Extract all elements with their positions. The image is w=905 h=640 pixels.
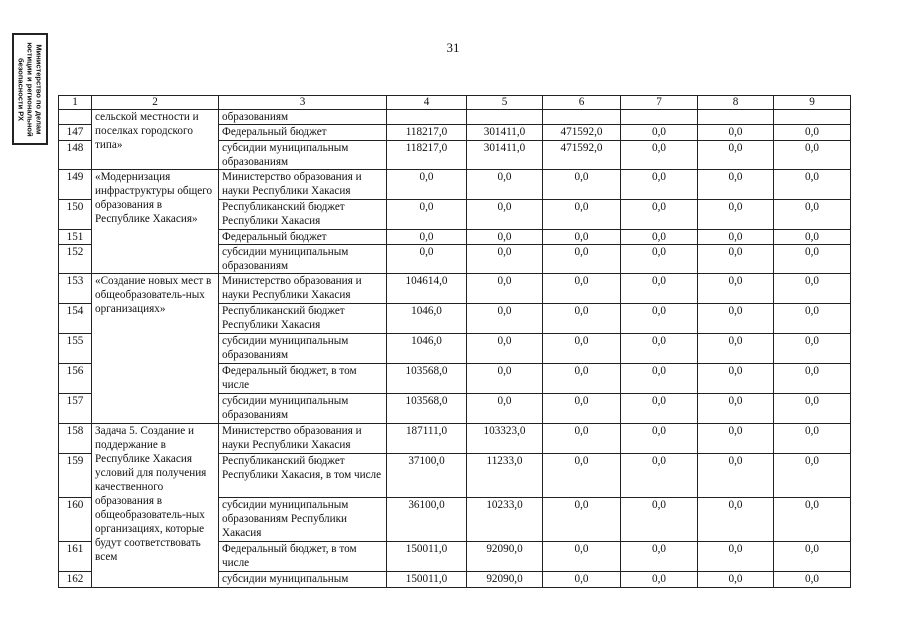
value-cell: 10233,0: [467, 498, 543, 542]
value-cell: 187111,0: [387, 424, 467, 454]
value-cell: 0,0: [543, 572, 621, 588]
value-cell: 0,0: [774, 304, 851, 334]
value-cell: 103323,0: [467, 424, 543, 454]
value-cell: 0,0: [621, 304, 698, 334]
value-cell: 0,0: [621, 170, 698, 200]
value-cell: 150011,0: [387, 542, 467, 572]
value-cell: 0,0: [774, 542, 851, 572]
table-row: [59, 274, 851, 304]
value-cell: 0,0: [543, 454, 621, 498]
row-number: 150: [59, 200, 92, 230]
funding-source: Республиканский бюджет Республики Хакасия: [219, 200, 387, 230]
funding-source: Министерство образования и науки Республики Хакасия: [219, 170, 387, 200]
value-cell: 0,0: [698, 304, 774, 334]
value-cell: 0,0: [467, 245, 543, 274]
value-cell: 0,0: [543, 274, 621, 304]
row-number: 148: [59, 141, 92, 170]
value-cell: 1046,0: [387, 334, 467, 364]
value-cell: 0,0: [467, 230, 543, 245]
header-cell: 1: [59, 96, 92, 110]
value-cell: 0,0: [698, 200, 774, 230]
value-cell: [621, 110, 698, 125]
table-row: [59, 170, 851, 200]
value-cell: 0,0: [774, 424, 851, 454]
value-cell: 0,0: [467, 364, 543, 394]
value-cell: 0,0: [698, 394, 774, 424]
value-cell: 0,0: [543, 334, 621, 364]
value-cell: 0,0: [698, 274, 774, 304]
value-cell: 0,0: [621, 245, 698, 274]
funding-source: Министерство образования и науки Республики Хакасия: [219, 274, 387, 304]
funding-source: Министерство образования и науки Республики Хакасия: [219, 424, 387, 454]
value-cell: 0,0: [467, 170, 543, 200]
row-number: 158: [59, 424, 92, 454]
row-number: 151: [59, 230, 92, 245]
value-cell: 0,0: [621, 364, 698, 394]
value-cell: 118217,0: [387, 141, 467, 170]
value-cell: 0,0: [698, 424, 774, 454]
value-cell: 150011,0: [387, 572, 467, 588]
value-cell: 0,0: [621, 141, 698, 170]
value-cell: 0,0: [467, 394, 543, 424]
measure-name: «Создание новых мест в общеобразователь-ных организациях»: [92, 274, 219, 424]
stamp-line: юстиции и региональной: [25, 41, 35, 137]
ministry-stamp: [12, 33, 48, 145]
value-cell: [543, 110, 621, 125]
row-number: [59, 110, 92, 125]
header-cell: 4: [387, 96, 467, 110]
value-cell: 0,0: [543, 394, 621, 424]
row-number: 161: [59, 542, 92, 572]
funding-source: субсидии муниципальным образованиям: [219, 141, 387, 170]
page-number: 31: [446, 40, 460, 55]
value-cell: 0,0: [698, 542, 774, 572]
value-cell: 0,0: [467, 334, 543, 364]
value-cell: 92090,0: [467, 542, 543, 572]
budget-table: [58, 95, 851, 588]
value-cell: 0,0: [698, 454, 774, 498]
value-cell: 0,0: [543, 200, 621, 230]
value-cell: 0,0: [698, 498, 774, 542]
value-cell: 0,0: [467, 274, 543, 304]
value-cell: 0,0: [774, 200, 851, 230]
value-cell: 0,0: [621, 274, 698, 304]
funding-source: Республиканский бюджет Республики Хакасия, в том числе: [219, 454, 387, 498]
value-cell: 0,0: [621, 125, 698, 141]
value-cell: 0,0: [387, 170, 467, 200]
header-cell: 6: [543, 96, 621, 110]
value-cell: 103568,0: [387, 394, 467, 424]
value-cell: 0,0: [774, 170, 851, 200]
row-number: 157: [59, 394, 92, 424]
value-cell: [698, 110, 774, 125]
funding-source: Федеральный бюджет: [219, 125, 387, 141]
value-cell: 0,0: [774, 125, 851, 141]
value-cell: 0,0: [543, 245, 621, 274]
row-number: 156: [59, 364, 92, 394]
value-cell: 0,0: [543, 542, 621, 572]
header-cell: 2: [92, 96, 219, 110]
value-cell: 36100,0: [387, 498, 467, 542]
row-number: 162: [59, 572, 92, 588]
value-cell: 0,0: [387, 200, 467, 230]
funding-source: Республиканский бюджет Республики Хакасия: [219, 304, 387, 334]
value-cell: 0,0: [698, 141, 774, 170]
value-cell: 0,0: [698, 230, 774, 245]
value-cell: 0,0: [543, 304, 621, 334]
funding-source: Федеральный бюджет: [219, 230, 387, 245]
row-number: 155: [59, 334, 92, 364]
stamp-line: безопасности РХ: [16, 57, 26, 121]
value-cell: 0,0: [774, 274, 851, 304]
value-cell: 0,0: [774, 245, 851, 274]
funding-source: субсидии муниципальным образованиям: [219, 245, 387, 274]
value-cell: 0,0: [467, 200, 543, 230]
value-cell: 471592,0: [543, 141, 621, 170]
value-cell: 0,0: [467, 304, 543, 334]
funding-source: образованиям: [219, 110, 387, 125]
value-cell: 0,0: [621, 572, 698, 588]
value-cell: 0,0: [774, 394, 851, 424]
value-cell: 92090,0: [467, 572, 543, 588]
value-cell: 0,0: [621, 454, 698, 498]
stamp-line: Министерство по делам: [34, 43, 44, 135]
value-cell: 0,0: [543, 364, 621, 394]
value-cell: [387, 110, 467, 125]
funding-source: Федеральный бюджет, в том числе: [219, 364, 387, 394]
value-cell: 0,0: [774, 364, 851, 394]
funding-source: субсидии муниципальным образованиям: [219, 394, 387, 424]
value-cell: 0,0: [387, 245, 467, 274]
row-number: 149: [59, 170, 92, 200]
value-cell: 1046,0: [387, 304, 467, 334]
value-cell: 0,0: [698, 125, 774, 141]
header-cell: 7: [621, 96, 698, 110]
value-cell: 0,0: [621, 334, 698, 364]
row-number: 159: [59, 454, 92, 498]
value-cell: 301411,0: [467, 141, 543, 170]
value-cell: 0,0: [698, 334, 774, 364]
value-cell: 0,0: [621, 542, 698, 572]
value-cell: 0,0: [543, 498, 621, 542]
funding-source: Федеральный бюджет, в том числе: [219, 542, 387, 572]
row-number: 160: [59, 498, 92, 542]
value-cell: 0,0: [774, 141, 851, 170]
value-cell: 0,0: [774, 572, 851, 588]
header-cell: 9: [774, 96, 851, 110]
funding-source: субсидии муниципальным образованиям Республики Хакасия: [219, 498, 387, 542]
value-cell: 0,0: [543, 230, 621, 245]
row-number: 153: [59, 274, 92, 304]
value-cell: 0,0: [698, 245, 774, 274]
header-cell: 3: [219, 96, 387, 110]
value-cell: 0,0: [621, 230, 698, 245]
value-cell: 0,0: [774, 498, 851, 542]
table-row: [59, 424, 851, 454]
value-cell: 471592,0: [543, 125, 621, 141]
funding-source: субсидии муниципальным образованиям: [219, 334, 387, 364]
measure-name: «Модернизация инфраструктуры общего образования в Республике Хакасия»: [92, 170, 219, 274]
row-number: 154: [59, 304, 92, 334]
value-cell: 0,0: [698, 364, 774, 394]
table-row: [59, 110, 851, 125]
header-row: [59, 96, 851, 110]
header-cell: 5: [467, 96, 543, 110]
value-cell: 104614,0: [387, 274, 467, 304]
measure-name: Задача 5. Создание и поддержание в Республике Хакасия условий для получения качественного образования в общеобразователь-ных организациях, которые будут соответствовать всем: [92, 424, 219, 588]
header-cell: 8: [698, 96, 774, 110]
measure-name: сельской местности и поселках городского типа»: [92, 110, 219, 170]
value-cell: 0,0: [774, 230, 851, 245]
value-cell: 0,0: [621, 498, 698, 542]
value-cell: [774, 110, 851, 125]
value-cell: 0,0: [774, 334, 851, 364]
row-number: 147: [59, 125, 92, 141]
value-cell: [467, 110, 543, 125]
value-cell: 37100,0: [387, 454, 467, 498]
value-cell: 0,0: [543, 170, 621, 200]
row-number: 152: [59, 245, 92, 274]
value-cell: 0,0: [387, 230, 467, 245]
value-cell: 0,0: [621, 200, 698, 230]
value-cell: 0,0: [621, 424, 698, 454]
value-cell: 0,0: [698, 572, 774, 588]
value-cell: 0,0: [543, 424, 621, 454]
value-cell: 0,0: [621, 394, 698, 424]
value-cell: 103568,0: [387, 364, 467, 394]
value-cell: 11233,0: [467, 454, 543, 498]
value-cell: 0,0: [774, 454, 851, 498]
value-cell: 301411,0: [467, 125, 543, 141]
value-cell: 118217,0: [387, 125, 467, 141]
funding-source: субсидии муниципальным: [219, 572, 387, 588]
value-cell: 0,0: [698, 170, 774, 200]
